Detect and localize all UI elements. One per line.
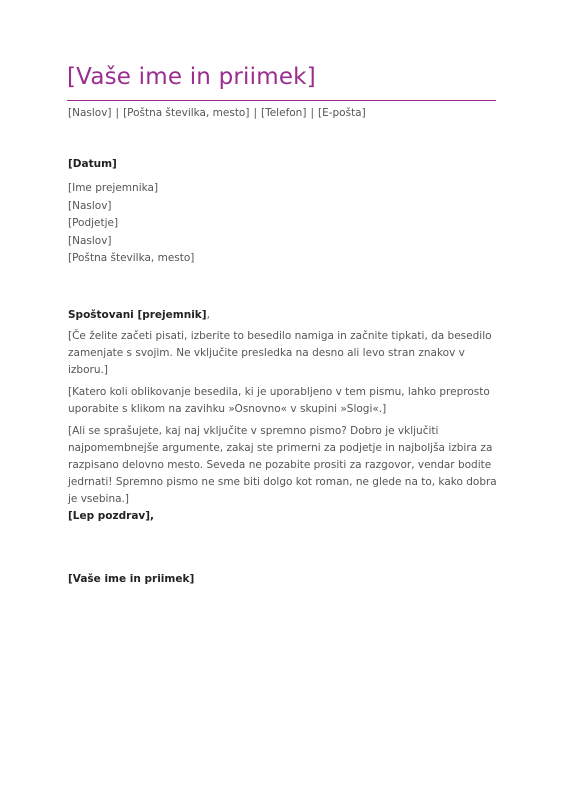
recipient-company[interactable]: [Podjetje] [68,217,119,229]
contact-postal-city[interactable]: [Poštna številka, mesto] [123,107,250,119]
salutation [68,307,210,324]
contact-separator: | [310,107,314,119]
signature-name[interactable]: [Vaše ime in priimek] [68,573,195,585]
salutation-recipient[interactable]: [prejemnik] [137,309,207,321]
contact-phone[interactable]: [Telefon] [261,107,307,119]
closing-comma: , [150,510,155,522]
body-paragraph[interactable]: [Če želite začeti pisati, izberite to besedilo namiga in začnite tipkati, da besedilo zamenjate s svojim. Ne vključite presledka na desno ali levo stran znakov v izboru.] [68,330,492,376]
recipient-block [68,180,194,268]
closing-phrase[interactable]: [Lep pozdrav] [68,510,151,522]
contact-address[interactable]: [Naslov] [68,107,112,119]
recipient-name[interactable]: [Ime prejemnika] [68,182,159,194]
contact-line [68,107,366,119]
recipient-address[interactable]: [Naslov] [68,199,112,212]
salutation-comma: , [206,309,210,321]
contact-email[interactable]: [E-pošta] [317,107,366,119]
recipient-company-address[interactable]: [Naslov] [68,234,112,247]
body-paragraph[interactable]: [Ali se sprašujete, kaj naj vključite v spremno pismo? Dobro je vključiti najpomembnejše argumente, zakaj ste primerni za podjetje in najboljša izbira za razpisano delovno mesto. Seveda ne pozabite prositi za razgovor, vendar bodite jedrnati! Spremno pismo ne sme biti dolgo kot roman, ne glede na to, kako dobra je vsebina.] [68,425,497,505]
sender-name[interactable]: [Vaše ime in priimek] [67,64,316,90]
header-divider [67,100,496,101]
recipient-postal-city[interactable]: [Poštna številka, mesto] [68,252,195,264]
contact-separator: | [115,107,120,119]
closing [68,508,154,525]
letter-date[interactable]: [Datum] [68,158,117,170]
contact-separator: | [253,107,257,119]
body-paragraph[interactable]: [Katero koli oblikovanje besedila, ki je uporabljeno v tem pismu, lahko preprosto uporabite s klikom na zavihku »Osnovno« v skupini »Slogi«.] [68,386,490,415]
letter-body [68,328,508,513]
salutation-prefix: Spoštovani [68,309,138,321]
